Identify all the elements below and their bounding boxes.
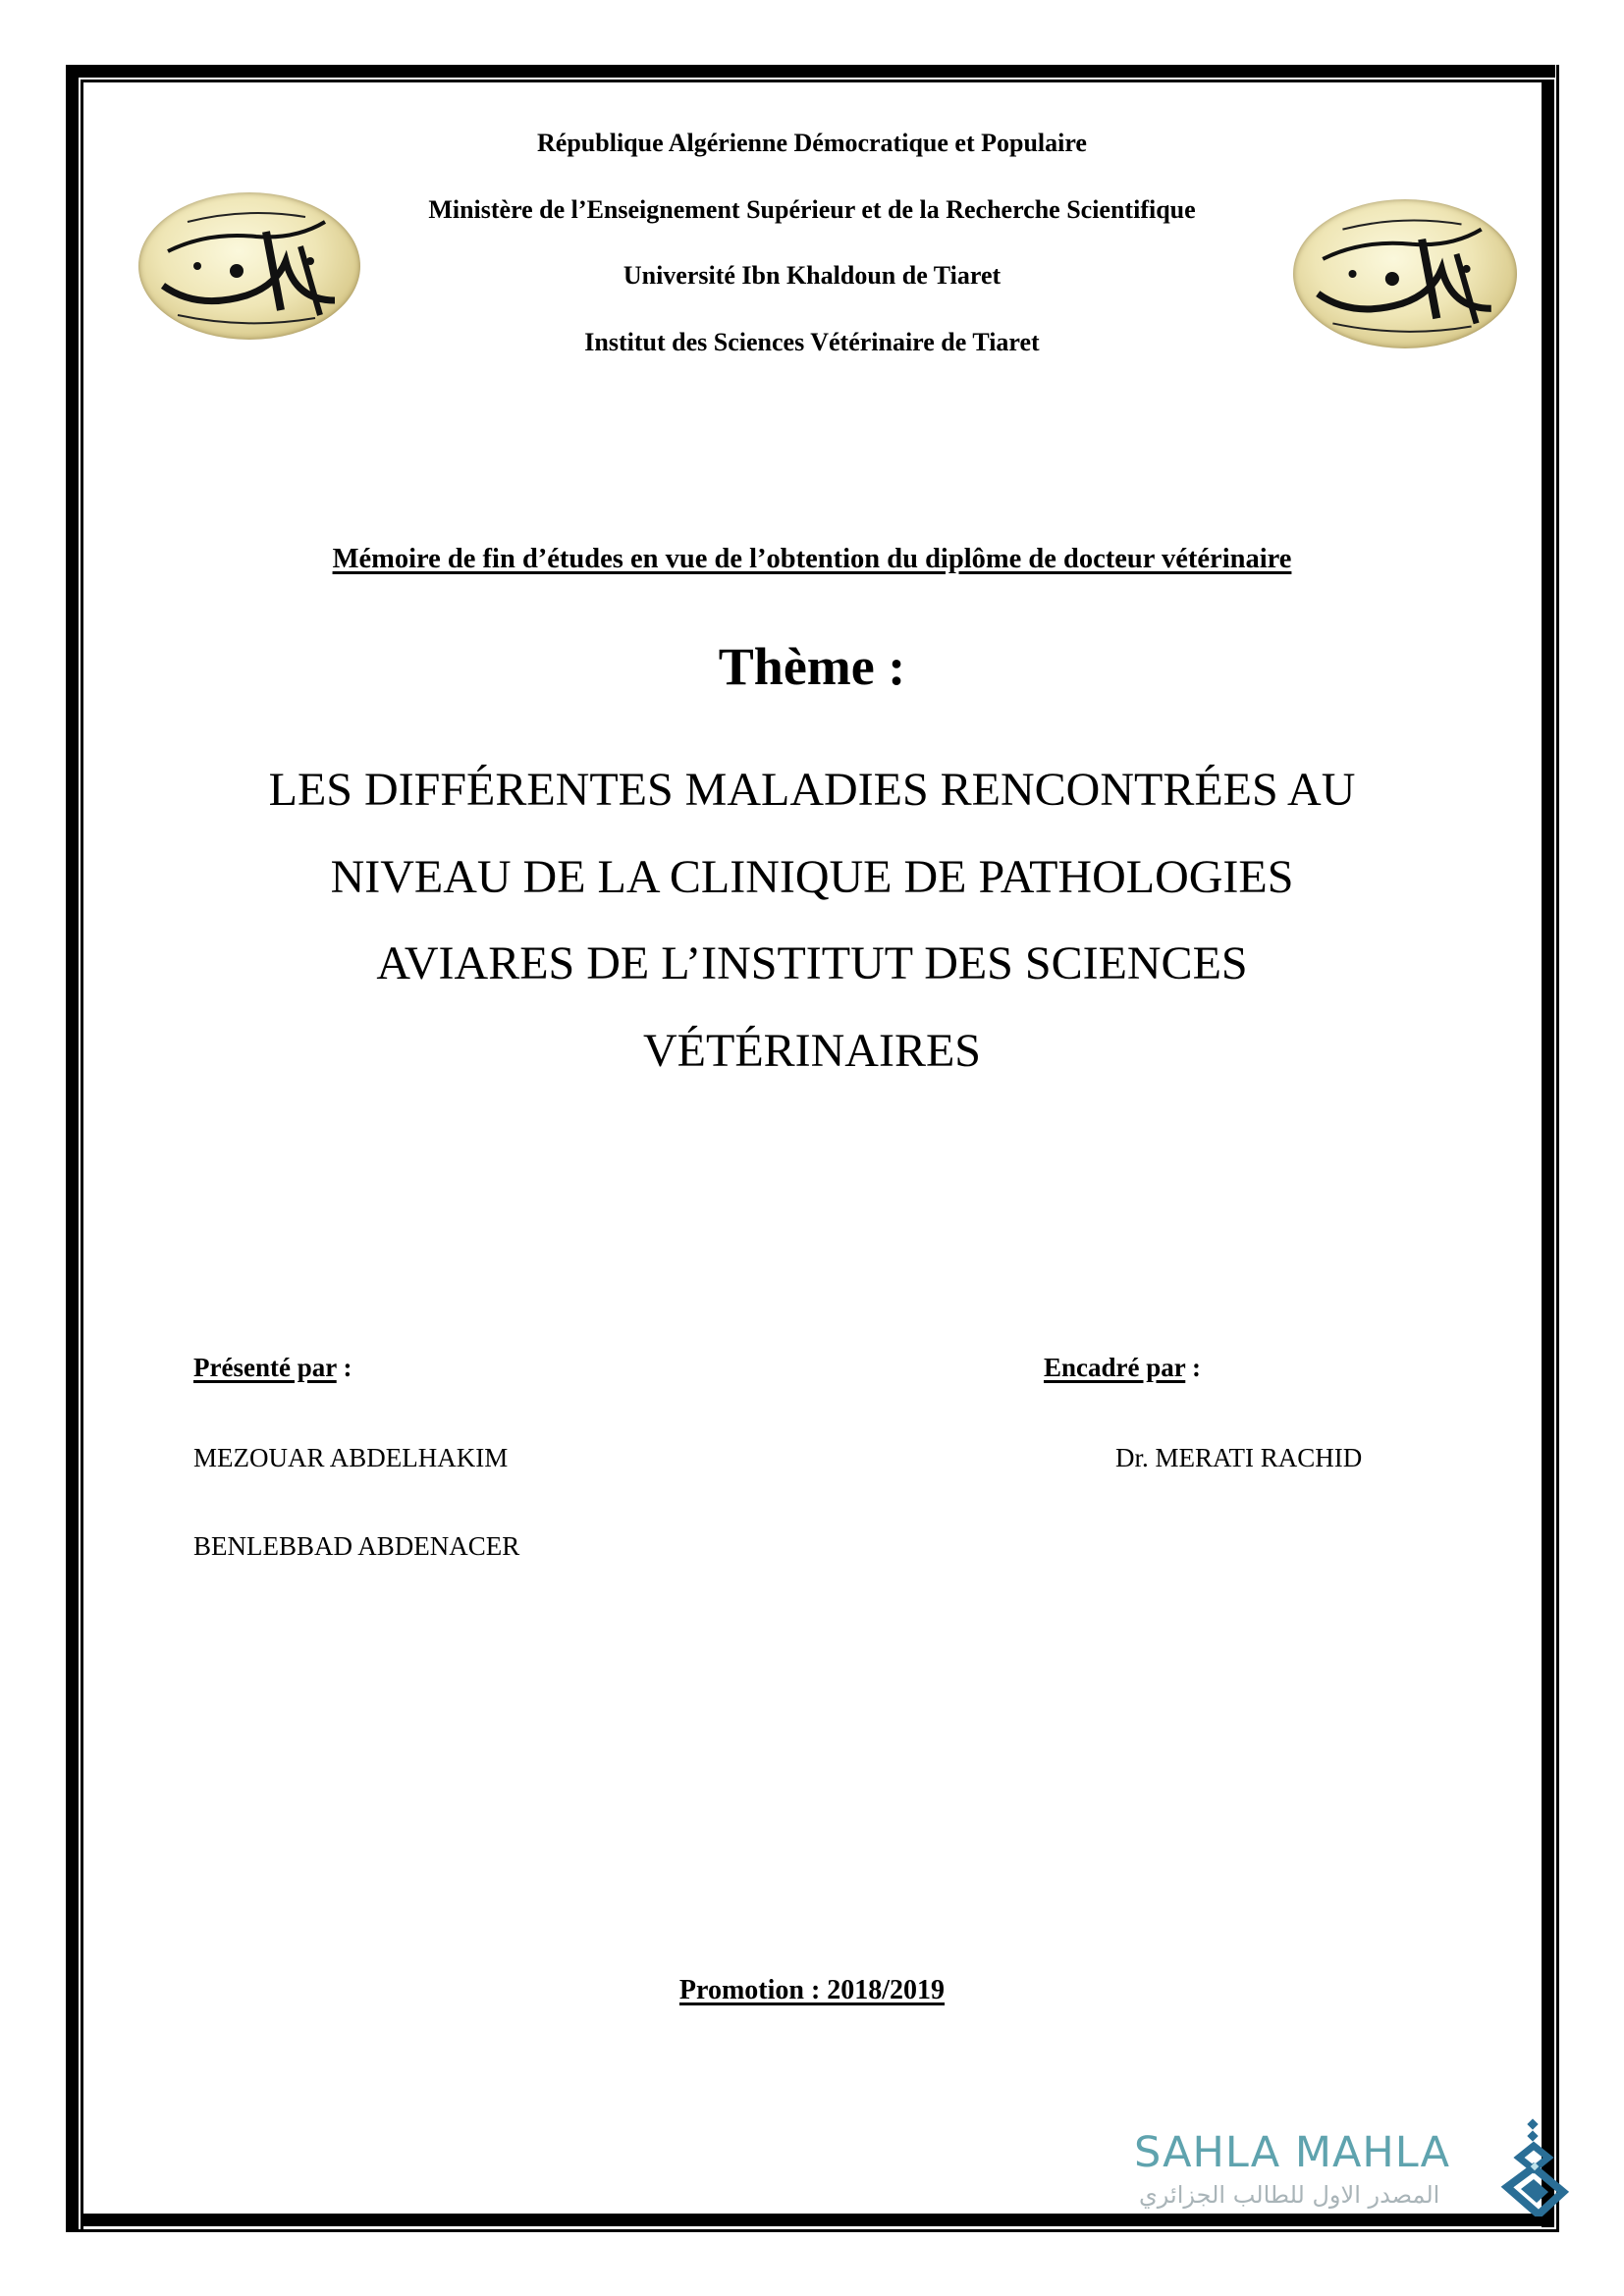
border-right-thick xyxy=(1542,80,1554,2227)
author-name: MEZOUAR ABDELHAKIM xyxy=(193,1443,509,1472)
header-republic: République Algérienne Démocratique et Populaire xyxy=(537,129,1087,157)
watermark-subtitle: المصدر الاول للطالب الجزائري xyxy=(1139,2181,1440,2209)
presented-by-colon: : xyxy=(336,1353,352,1382)
memoire-subtitle: Mémoire de fin d’études en vue de l’obtention du diplôme de docteur vétérinaire xyxy=(332,544,1292,574)
supervisor-name: Dr. MERATI RACHID xyxy=(1115,1443,1363,1472)
supervised-by-text: Encadré par xyxy=(1044,1353,1186,1382)
title-line: AVIARES DE L’INSTITUT DES SCIENCES xyxy=(376,937,1248,989)
border-left-thin xyxy=(81,80,83,2229)
memoire-line-wrap xyxy=(0,544,1624,575)
header-university: Université Ibn Khaldoun de Tiaret xyxy=(623,261,1001,290)
presented-by-label xyxy=(193,1353,352,1383)
title-line: NIVEAU DE LA CLINIQUE DE PATHOLOGIES xyxy=(330,851,1294,903)
supervised-by-label xyxy=(1044,1353,1201,1383)
supervised-by-colon: : xyxy=(1185,1353,1202,1382)
theme-heading: Thème : xyxy=(718,637,906,696)
presented-by-text: Présenté par xyxy=(193,1353,337,1382)
promotion-year: Promotion : 2018/2019 xyxy=(678,1975,946,2005)
watermark-brand: SAHLA MAHLA xyxy=(1134,2128,1451,2177)
header-ministry: Ministère de l’Enseignement Supérieur et de la Recherche Scientifique xyxy=(428,195,1196,224)
border-bottom-thick xyxy=(81,2214,1554,2226)
border-left-thick xyxy=(66,65,79,2231)
border-top-thin xyxy=(81,80,1542,82)
author-name: BENLEBBAD ABDENACER xyxy=(193,1531,520,1561)
header-institute: Institut des Sciences Vétérinaire de Tiaret xyxy=(584,328,1040,356)
border-right-thin xyxy=(1556,65,1559,2232)
promotion-wrap xyxy=(0,1975,1624,2006)
border-bottom-thin xyxy=(66,2229,1559,2232)
title-line: VÉTÉRINAIRES xyxy=(643,1025,981,1077)
sahla-mahla-logo-icon xyxy=(1499,2118,1573,2216)
border-top-thick xyxy=(66,65,1555,78)
title-line: LES DIFFÉRENTES MALADIES RENCONTRÉES AU xyxy=(268,764,1356,816)
